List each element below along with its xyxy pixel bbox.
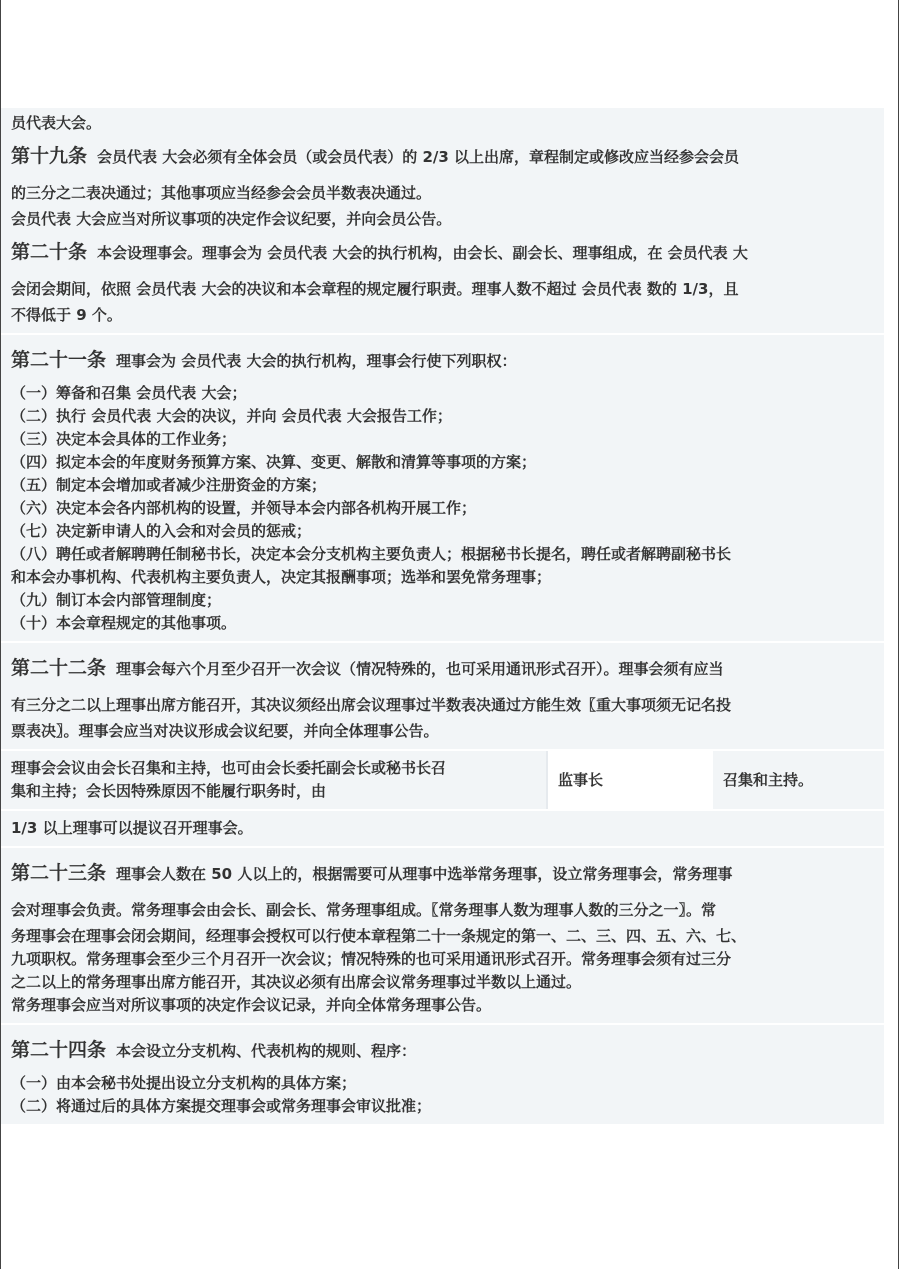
article-22-tail-block (1, 811, 884, 848)
supervisor-cell: 监事长 (546, 751, 711, 809)
article-21-item: （五）制定本会增加或者减少注册资金的方案； (11, 476, 327, 494)
article-21-item: （七）决定新申请人的入会和对会员的惩戒； (11, 522, 312, 540)
article-20-text-1: 本会设理事会。理事会为 会员代表 大会的执行机构，由会长、副会长、理事组成，在 会员代表 大 (97, 244, 748, 262)
article-21-item: （八）聘任或者解聘聘任制秘书长，决定本会分支机构主要负责人；根据秘书长提名，聘任或者解聘副秘书长 (11, 545, 732, 563)
article-23-text-4: 九项职权。常务理事会至少三个月召开一次会议；情况特殊的也可采用通讯形式召开。常务理事会须有过三分 (11, 950, 732, 968)
article-23-first-line (11, 858, 876, 889)
convene-preside-cell: 召集和主持。 (711, 751, 884, 809)
article-21-first-line (11, 345, 876, 376)
article-22-text-1: 理事会每六个月至少召开一次会议（情况特殊的，也可采用通讯形式召开）。理事会须有应当 (116, 660, 724, 678)
article-21-item: （三）决定本会具体的工作业务； (11, 430, 237, 448)
article-24-block (1, 1025, 884, 1126)
article-22-first-line (11, 653, 876, 684)
article-21-item: （六）决定本会各内部机构的设置，并领导本会内部各机构开展工作； (11, 499, 477, 517)
article-24-item: （二）将通过后的具体方案提交理事会或常务理事会审议批准； (11, 1097, 432, 1115)
document-body (1, 108, 884, 1126)
article-23-text-1: 理事会人数在 50 人以上的，根据需要可从理事中选举常务理事，设立常务理事会，常务理事 (116, 865, 733, 883)
convener-text-2: 集和主持；会长因特殊原因不能履行职务时，由 (11, 782, 327, 800)
article-22-block (1, 643, 884, 751)
article-20-text-2: 会闭会期间，依照 会员代表 大会的决议和本会章程的规定履行职责。理事人数不超过 会员代表 数的 1/3，且 (11, 280, 739, 298)
article-24-lead: 本会设立分支机构、代表机构的规则、程序： (116, 1042, 417, 1060)
article-22-tail: 1/3 以上理事可以提议召开理事会。 (11, 819, 253, 837)
article-19-first-line (11, 141, 876, 172)
article-22-text-2: 有三分之二以上理事出席方能召开，其决议须经出席会议理事过半数表决通过方能生效〖重大事项须无记名投 (11, 696, 732, 714)
convener-cell (1, 751, 546, 809)
article-21-lead: 理事会为 会员代表 大会的执行机构，理事会行使下列职权： (116, 352, 517, 370)
article-19-text-2: 的三分之二表决通过；其他事项应当经参会会员半数表决通过。 (11, 184, 432, 202)
article-24-first-line (11, 1035, 876, 1066)
article-23-text-6: 常务理事会应当对所议事项的决定作会议记录，并向全体常务理事公告。 (11, 996, 492, 1014)
article-21-item: （一）筹备和召集 会员代表 大会； (11, 384, 247, 402)
article-19-text-1: 会员代表 大会必须有全体会员（或会员代表）的 2/3 以上出席，章程制定或修改应当经参会会员 (97, 148, 740, 166)
article-20-text-3: 不得低于 9 个。 (11, 306, 122, 324)
article-22-title: 第二十二条 (11, 657, 107, 679)
article-24-title: 第二十四条 (11, 1039, 107, 1061)
article-21-item: （九）制订本会内部管理制度； (11, 591, 222, 609)
article-20-first-line (11, 237, 876, 268)
article-21-block (1, 335, 884, 643)
article-23-title: 第二十三条 (11, 862, 107, 884)
intro-block (1, 108, 884, 335)
article-19-text-3: 会员代表 大会应当对所议事项的决定作会议纪要，并向会员公告。 (11, 210, 452, 228)
article-21-item: （十）本会章程规定的其他事项。 (11, 614, 237, 632)
article-22-convener-row (1, 751, 884, 811)
article-22-text-3: 票表决〗。理事会应当对决议形成会议纪要，并向全体理事公告。 (11, 722, 439, 740)
article-24-item: （一）由本会秘书处提出设立分支机构的具体方案； (11, 1074, 357, 1092)
article-21-item: （四）拟定本会的年度财务预算方案、决算、变更、解散和清算等事项的方案； (11, 453, 537, 471)
article-21-title: 第二十一条 (11, 349, 107, 371)
convener-text-1: 理事会会议由会长召集和主持，也可由会长委托副会长或秘书长召 (11, 759, 447, 777)
article-21-item: （二）执行 会员代表 大会的决议，并向 会员代表 大会报告工作； (11, 407, 452, 425)
article-23-text-2: 会对理事会负责。常务理事会由会长、副会长、常务理事组成。〖常务理事人数为理事人数的三分之一〗。常 (11, 901, 717, 919)
article-19-title: 第十九条 (11, 145, 88, 167)
article-23-block (1, 848, 884, 1025)
article-21-item: 和本会办事机构、代表机构主要负责人，决定其报酬事项；选举和罢免常务理事； (11, 568, 552, 586)
intro-line: 员代表大会。 (11, 114, 102, 132)
article-20-title: 第二十条 (11, 241, 88, 263)
article-23-text-5: 之二以上的常务理事出席方能召开，其决议必须有出席会议常务理事过半数以上通过。 (11, 973, 582, 991)
article-23-text-3: 务理事会在理事会闭会期间，经理事会授权可以行使本章程第二十一条规定的第一、二、三、四、五、六、七、 (11, 927, 747, 945)
